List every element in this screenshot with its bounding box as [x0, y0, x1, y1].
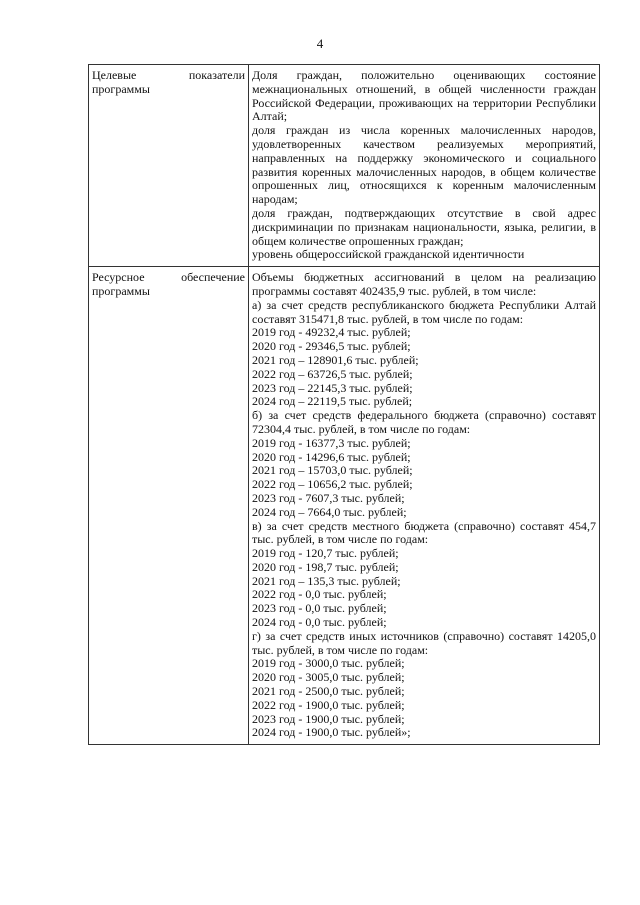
funding-source-heading: а) за счет средств республиканского бюджета Республики Алтай составят 315471,8 тыс. рублей, в том числе по годам: [252, 297, 596, 326]
funding-year-line: 2024 год - 1900,0 тыс. рублей»; [252, 725, 411, 740]
label-word: обеспечение [181, 270, 245, 285]
content-cell-resource-provision [249, 267, 600, 745]
label-cell-target-indicators [89, 65, 249, 267]
funding-intro: Объемы бюджетных ассигнований в целом на реализацию программы составят 402435,9 тыс. рублей, в том числе: [252, 270, 596, 298]
funding-year-line: 2021 год – 15703,0 тыс. рублей; [252, 463, 413, 478]
funding-year-line: 2023 год - 1900,0 тыс. рублей; [252, 711, 405, 726]
funding-source-heading: г) за счет средств иных источников (справочно) составят 14205,0 тыс. рублей, в том числе по годам: [252, 628, 596, 657]
funding-year-line: 2019 год - 49232,4 тыс. рублей; [252, 325, 411, 340]
table-row [89, 65, 600, 267]
funding-year-line: 2019 год - 3000,0 тыс. рублей; [252, 656, 405, 671]
funding-year-line: 2023 год - 0,0 тыс. рублей; [252, 601, 387, 616]
indicator-paragraph: Доля граждан, положительно оценивающих состояние межнациональных отношений, в общей численности граждан Российской Федерации, проживающих на территории Республики Алтай; [252, 68, 596, 124]
table-row [89, 267, 600, 745]
funding-year-line: 2022 год – 63726,5 тыс. рублей; [252, 366, 413, 381]
funding-year-line: 2019 год - 16377,3 тыс. рублей; [252, 435, 411, 450]
label-word: программы [92, 283, 150, 298]
funding-year-line: 2024 год – 22119,5 тыс. рублей; [252, 394, 413, 409]
label-word: программы [92, 81, 150, 96]
indicator-paragraph: доля граждан, подтверждающих отсутствие в свой адрес дискриминации по признакам национальности, языка, религии, в общем количестве опрошенных граждан; [252, 205, 596, 248]
indicator-paragraph: доля граждан из числа коренных малочисленных народов, удовлетворенных качеством реализуемых мероприятий, направленных на поддержку экономического и социального развития коренных малочисленных народов, в общем количестве опрошенных лиц, относящихся к коренным малочисленным народам; [252, 123, 596, 207]
funding-year-line: 2019 год - 120,7 тыс. рублей; [252, 546, 399, 561]
funding-year-line: 2020 год - 14296,6 тыс. рублей; [252, 449, 411, 464]
funding-year-line: 2021 год – 128901,6 тыс. рублей; [252, 352, 419, 367]
funding-source-heading: б) за счет средств федерального бюджета (справочно) составят 72304,4 тыс. рублей, в том числе по годам: [252, 408, 596, 436]
page-number: 4 [316, 36, 324, 51]
funding-year-line: 2023 год – 22145,3 тыс. рублей; [252, 380, 413, 395]
label-word: показатели [188, 68, 245, 82]
funding-year-line: 2020 год - 198,7 тыс. рублей; [252, 559, 399, 574]
funding-year-line: 2024 год – 7664,0 тыс. рублей; [252, 504, 407, 519]
funding-year-line: 2024 год - 0,0 тыс. рублей; [252, 615, 387, 630]
funding-year-line: 2022 год - 0,0 тыс. рублей; [252, 587, 387, 602]
program-passport-table [88, 64, 600, 745]
funding-year-line: 2022 год – 10656,2 тыс. рублей; [252, 477, 413, 492]
funding-year-line: 2020 год - 3005,0 тыс. рублей; [252, 670, 405, 685]
content-cell-target-indicators [249, 65, 600, 267]
funding-source-heading: в) за счет средств местного бюджета (справочно) составят 454,7 тыс. рублей, в том числе по годам: [252, 518, 596, 547]
funding-year-line: 2021 год - 2500,0 тыс. рублей; [252, 684, 405, 699]
funding-year-line: 2023 год - 7607,3 тыс. рублей; [252, 490, 405, 505]
label-cell-resource-provision [89, 267, 249, 745]
funding-year-line: 2022 год - 1900,0 тыс. рублей; [252, 697, 405, 712]
indicator-paragraph: уровень общероссийской гражданской идентичности [252, 247, 525, 262]
label-word: Целевые [92, 68, 137, 82]
label-word: Ресурсное [92, 270, 145, 285]
funding-year-line: 2021 год – 135,3 тыс. рублей; [252, 573, 401, 588]
funding-year-line: 2020 год - 29346,5 тыс. рублей; [252, 339, 411, 354]
